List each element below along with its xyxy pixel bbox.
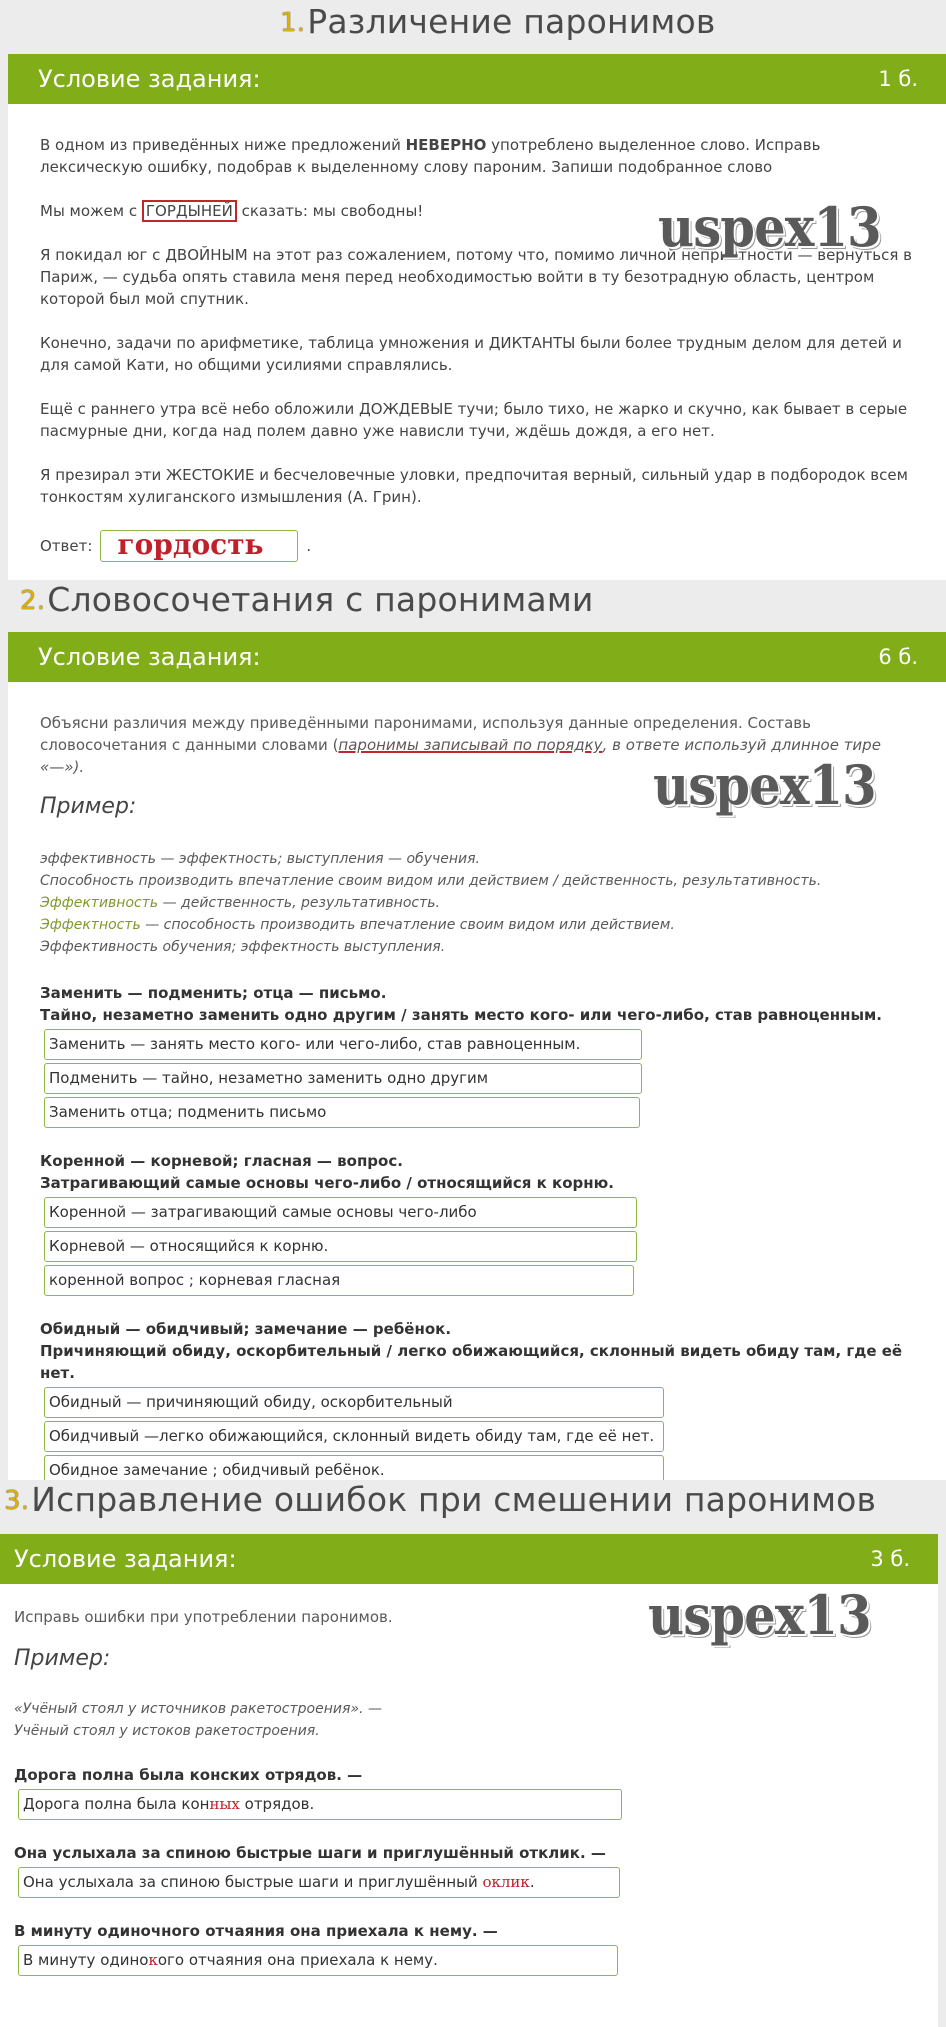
- answer-input[interactable]: гордость: [100, 530, 298, 562]
- answer-field[interactable]: Она услыхала за спиною быстрые шаги и приглушённый оклик.: [18, 1867, 620, 1898]
- example-line: эффективность — эффектность; выступления — обучения.: [40, 851, 480, 867]
- answer-field[interactable]: В минуту одинокого отчаяния она приехала к нему.: [18, 1945, 618, 1976]
- section2-number: 2.: [20, 586, 46, 616]
- task2-points: 6 б.: [878, 645, 918, 669]
- task2-instruction: Объясни различия между приведёнными паронимами, используя данные определения. Составь словосочетания с данными словами (паронимы записывай по порядку, в ответе используй длинное тире «—»).: [40, 714, 881, 776]
- example-line: Способность производить впечатление своим видом или действием / действенность, результативность.: [40, 873, 822, 889]
- answer-field[interactable]: Обидчивый —легко обижающийся, склонный видеть обиду там, где её нет.: [44, 1421, 664, 1452]
- answer-row: Ответ: гордость .: [40, 528, 312, 561]
- section3-title: 3.Исправление ошибок при смешении паронимов: [4, 1480, 877, 1519]
- example-line: Эффективность — действенность, результативность.: [40, 895, 440, 911]
- answer-field[interactable]: Обидный — причиняющий обиду, оскорбительный: [44, 1387, 664, 1418]
- task1-instruction: В одном из приведённых ниже предложений НЕВЕРНО употреблено выделенное слово. Исправь лексическую ошибку, подобрав к выделенному слову пароним. Запиши подобранное слово: [40, 136, 821, 176]
- sentence-2: Я покидал юг с ДВОЙНЫМ на этот раз сожалением, потому что, помимо личной неприятности — вернуться в Париж, — судьба опять ставила меня перед необходимостью войти в ту безотрадную область, центром которой был мой спутник.: [40, 246, 912, 308]
- section3-number: 3.: [4, 1486, 30, 1516]
- answer-field[interactable]: Подменить — тайно, незаметно заменить одно другим: [44, 1063, 642, 1094]
- task1-card: [8, 54, 946, 580]
- task2-header: [8, 632, 946, 682]
- example-line: Эффективность обучения; эффектность выступления.: [40, 939, 446, 955]
- sentence-3: Конечно, задачи по арифметике, таблица умножения и ДИКТАНТЫ были более трудным делом для детей и для самой Кати, но общими усилиями справлялись.: [40, 334, 902, 374]
- example-heading: Пример:: [40, 794, 137, 819]
- task3-header-title: Условие задания:: [14, 1545, 237, 1573]
- task1-header-title: Условие задания:: [38, 65, 261, 93]
- answer-label: Ответ:: [40, 537, 93, 555]
- answer-field[interactable]: Заменить — занять место кого- или чего-либо, став равноценным.: [44, 1029, 642, 1060]
- task3-header: [0, 1534, 938, 1584]
- section2-title: 2.Словосочетания с паронимами: [20, 580, 594, 619]
- example-line: Эффектность — способность производить впечатление своим видом или действием.: [40, 917, 675, 933]
- answer-field[interactable]: Заменить отца; подменить письмо: [44, 1097, 640, 1128]
- task-group-1: Заменить — подменить; отца — письмо. Тайно, незаметно заменить одно другим / занять место кого- или чего-либо, став равноценным. Заменить — занять место кого- или чего-либо, став равноценным. Подменить — тайно, незаметно заменить одно другим Заменить отца; подменить письмо: [40, 982, 914, 1128]
- task2-card: [8, 632, 946, 1480]
- task-item-2: Она услыхала за спиною быстрые шаги и приглушённый отклик. — Она услыхала за спиною быстрые шаги и приглушённый оклик.: [14, 1842, 924, 1898]
- section1-number: 1.: [280, 8, 306, 38]
- task-item-1: Дорога полна была конских отрядов. — Дорога полна была конных отрядов.: [14, 1764, 924, 1820]
- watermark: uspex13: [658, 195, 881, 259]
- sentence-1: Мы можем с ГОРДЫНЕЙ сказать: мы свободны!: [40, 202, 424, 220]
- answer-field[interactable]: Коренной — затрагивающий самые основы чего-либо: [44, 1197, 637, 1228]
- task3-points: 3 б.: [870, 1547, 910, 1571]
- task1-points: 1 б.: [878, 67, 918, 91]
- task2-header-title: Условие задания:: [38, 643, 261, 671]
- sentence-5: Я презирал эти ЖЕСТОКИЕ и бесчеловечные уловки, предпочитая верный, сильный удар в подбородок всем тонкостям хулиганского измышления (А. Грин).: [40, 466, 908, 506]
- answer-field[interactable]: Дорога полна была конных отрядов.: [18, 1789, 622, 1820]
- task1-header: [8, 54, 946, 104]
- highlighted-word: ГОРДЫНЕЙ: [142, 200, 237, 222]
- task3-instruction: Исправь ошибки при употреблении паронимов.: [14, 1608, 393, 1626]
- task-group-3: Обидный — обидчивый; замечание — ребёнок. Причиняющий обиду, оскорбительный / легко обижающийся, склонный видеть обиду там, где её нет. Обидный — причиняющий обиду, оскорбительный Обидчивый —легко обижающийся, склонный видеть обиду там, где её нет. Обидное замечание ; обидчивый ребёнок.: [40, 1318, 914, 1480]
- answer-field[interactable]: коренной вопрос ; корневая гласная: [44, 1265, 634, 1296]
- watermark: uspex13: [648, 1583, 871, 1647]
- example-line: Учёный стоял у истоков ракетостроения.: [14, 1723, 320, 1739]
- task3-card: [0, 1534, 938, 2027]
- watermark: uspex13: [653, 753, 876, 817]
- example-heading: Пример:: [14, 1646, 111, 1671]
- section1-title: 1.Различение паронимов: [280, 2, 716, 41]
- answer-field[interactable]: Корневой — относящийся к корню.: [44, 1231, 637, 1262]
- example-line: «Учёный стоял у источников ракетостроения». —: [14, 1701, 382, 1717]
- task-group-2: Коренной — корневой; гласная — вопрос. Затрагивающий самые основы чего-либо / относящийся к корню. Коренной — затрагивающий самые основы чего-либо Корневой — относящийся к корню. коренной вопрос ; корневая гласная: [40, 1150, 914, 1296]
- sentence-4: Ещё с раннего утра всё небо обложили ДОЖДЕВЫЕ тучи; было тихо, не жарко и скучно, как бывает в серые пасмурные дни, когда над полем давно уже нависли тучи, ждёшь дождя, а его нет.: [40, 400, 908, 440]
- answer-field[interactable]: Обидное замечание ; обидчивый ребёнок.: [44, 1455, 664, 1480]
- task-item-3: В минуту одиночного отчаяния она приехала к нему. — В минуту одинокого отчаяния она приехала к нему.: [14, 1920, 924, 1976]
